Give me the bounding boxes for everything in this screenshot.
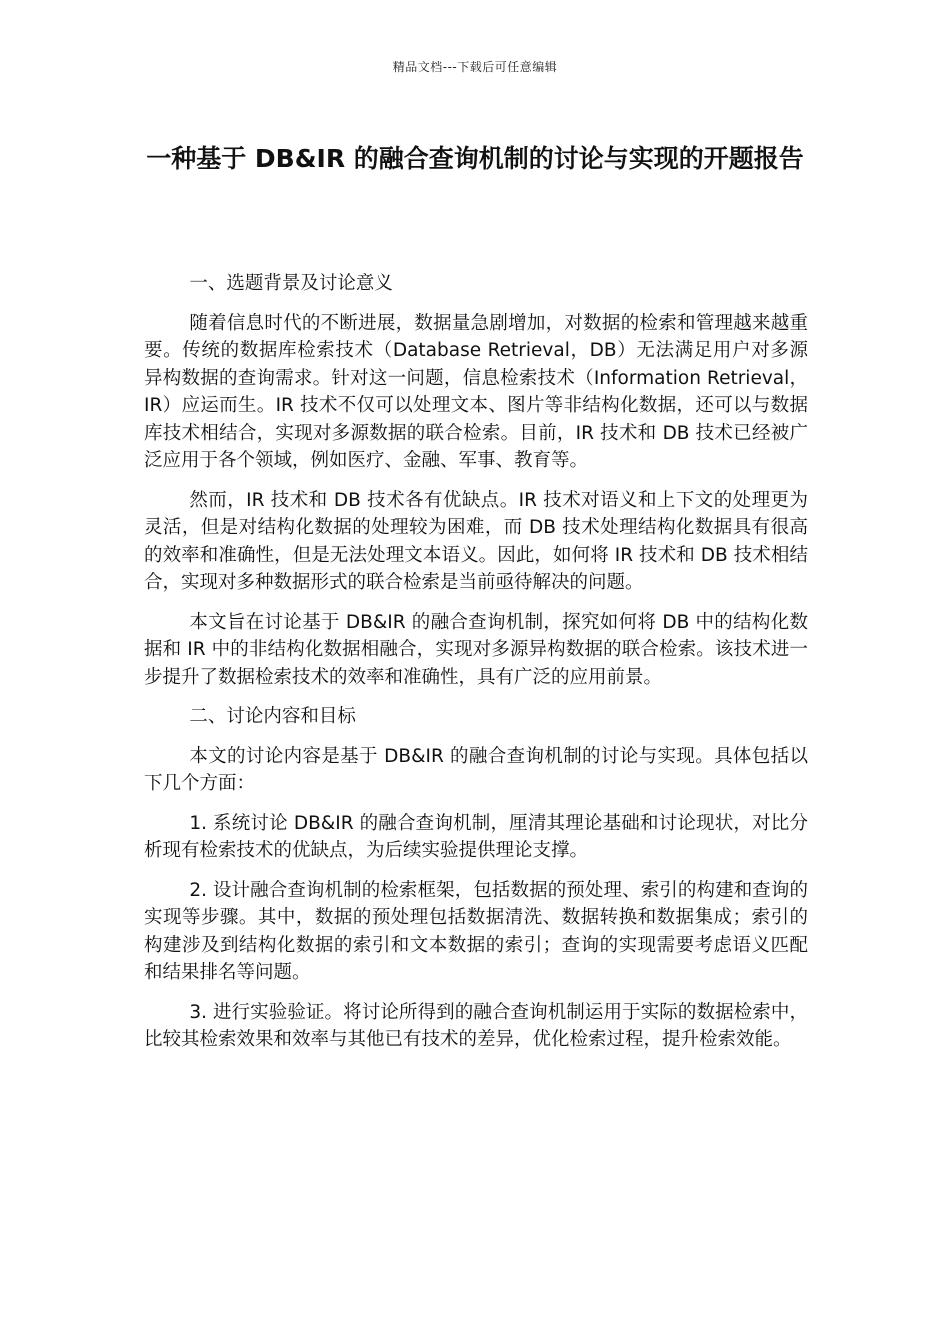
paragraph: 本文的讨论内容是基于 DB&IR 的融合查询机制的讨论与实现。具体包括以下几个方面： <box>144 745 808 794</box>
section-heading: 二、讨论内容和目标 <box>189 706 356 727</box>
list-item: 2. 设计融合查询机制的检索框架，包括数据的预处理、索引的构建和查询的实现等步骤。其中，数据的预处理包括数据清洗、数据转换和数据集成；索引的构建涉及到结构化数据的索引和文本数据的索引；查询的实现需要考虑语义匹配和结果排名等问题。 <box>144 879 808 983</box>
list-item: 3. 进行实验验证。将讨论所得到的融合查询机制运用于实际的数据检索中，比较其检索效果和效率与其他已有技术的差异，优化检索过程，提升检索效能。 <box>144 1001 808 1050</box>
list-item: 1. 系统讨论 DB&IR 的融合查询机制，厘清其理论基础和讨论现状，对比分析现有检索技术的优缺点，为后续实验提供理论支撑。 <box>144 812 808 861</box>
paragraph: 本文旨在讨论基于 DB&IR 的融合查询机制，探究如何将 DB 中的结构化数据和 IR 中的非结构化数据相融合，实现对多源异构数据的联合检索。该技术进一步提升了数据检索技术的效率和准确性，具有广泛的应用前景。 <box>144 611 808 688</box>
paragraph: 随着信息时代的不断进展，数据量急剧增加，对数据的检索和管理越来越重要。传统的数据库检索技术（Database Retrieval，DB）无法满足用户对多源异构数据的查询需求。针对这一问题，信息检索技术（Information Retrieval，IR）应运而生。IR 技术不仅可以处理文本、图片等非结构化数据，还可以与数据库技术相结合，实现对多源数据的联合检索。目前，IR 技术和 DB 技术已经被广泛应用于各个领域，例如医疗、金融、军事、教育等。 <box>144 312 808 471</box>
paragraph: 然而，IR 技术和 DB 技术各有优缺点。IR 技术对语义和上下文的处理更为灵活，但是对结构化数据的处理较为困难，而 DB 技术处理结构化数据具有很高的效率和准确性，但是无法处理文本语义。因此，如何将 IR 技术和 DB 技术相结合，实现对多种数据形式的联合检索是当前亟待解决的问题。 <box>144 489 808 593</box>
document-body <box>144 270 808 1066</box>
section-heading: 一、选题背景及讨论意义 <box>189 273 393 294</box>
document-title: 一种基于 DB&IR 的融合查询机制的讨论与实现的开题报告 <box>146 144 804 173</box>
header-note: 精品文档---下载后可任意编辑 <box>392 60 558 74</box>
